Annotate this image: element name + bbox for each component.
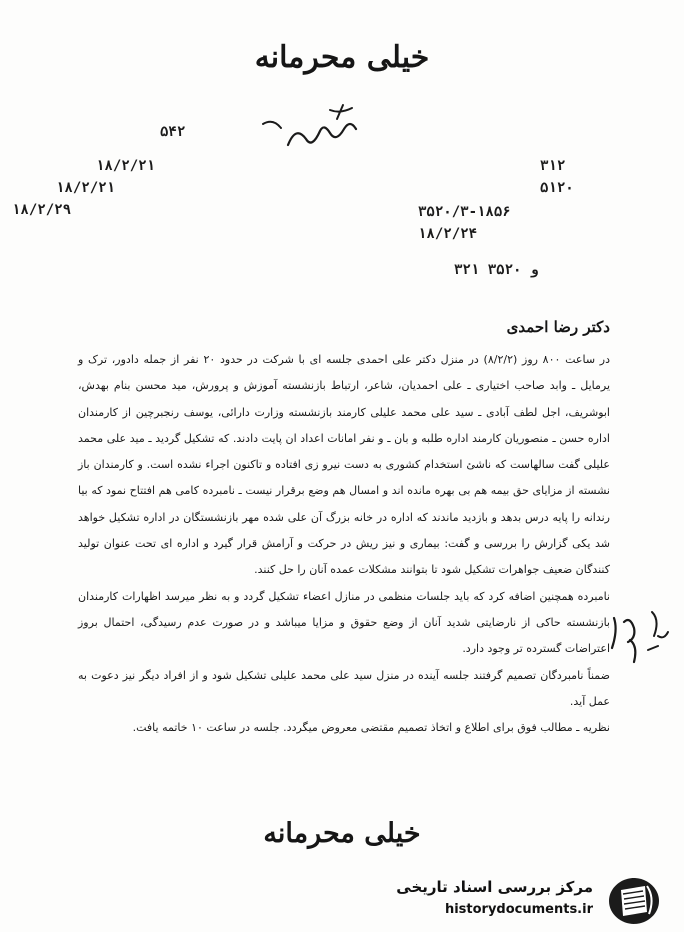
letter-paragraph-2: نامبرده همچنین اضافه کرد که باید جلسات منظمی در منازل اعضاء تشکیل گردد و به نظر میرسد اظهارات کارمندان بازنشسته حاکی از نارضایتی شدید آنان از وضع حقوق و مزایا میباشد و در صورت عدم رسیدگی، احتمال بروز اعتراضات گسترده تر وجود دارد. bbox=[78, 589, 610, 656]
classification-heading-top: خیلی محرمانه bbox=[254, 40, 430, 75]
ref-left-number: ۵۴۲ bbox=[160, 124, 186, 140]
letter-paragraph-1: در ساعت ۸۰۰ روز (۸/۲/۲) در منزل دکتر علی احمدی جلسه ای با شرکت در حدود ۲۰ نفر از جمله دادور، ترک و یرمایل ـ وابد صاحب اختیاری ـ علی احمدیان، شاعر، ارتباط بازنشسته آموزش و پرورش، مید محسن بنام بهدش، ابوشریف، اجل لطف آبادی ـ سید علی محمد علیلی کارمند بازنشسته وزارت دارائی، یوسف رنجبرچین از کارمندان اداره حسن ـ منصوریان کارمند اداره طلبه و بان ـ و نفر امانات اعداد ان پایت دادند. که تشکیل گردید ـ مید علی محمد علیلی گفت سالهاست که ناشئ استخدام کشوری به دست نیرو زی افتاده و تاکنون اجراء نشده است. و کارمندان باز نشسته از مزایای حق بیمه هم بی بهره مانده اند و امسال هم وضع برقرار نیست ـ نامبرده کامی هم افتتاح نمود که بیا رندانه را پایه درس بدهد و بازدید ماندند که اداره در خانه بزرگ آن علی شده مهر بازنشستگان در اداره تشکیل خواهد شد یکی گزارش را بررسی و گفت: بیماری و نیز ریش در حرکت و آرامش قرار گیرد و اداره ای تحت عنوان تولید کنندگان ضعیف جواهرات تشکیل شود تا بتوانند مشکلات عمده آنان را حل کنند. bbox=[78, 353, 611, 577]
handwritten-annotation-top bbox=[258, 100, 388, 160]
letter-salutation: دکتر رضا احمدی bbox=[506, 318, 610, 336]
letter-paragraph-3: ضمناً نامبردگان تصمیم گرفتند جلسه آینده در منزل سید علی محمد علیلی تشکیل شود و از افراد دیگر نیز دعوت به عمل آید. bbox=[78, 668, 610, 708]
ref-left-date-2: ۱۸/۲/۲۱ bbox=[56, 180, 116, 196]
letter-closing: نظریه ـ مطالب فوق برای اطلاع و اتخاذ تصمیم مقتضی معروض میگردد. جلسه در ساعت ۱۰ خاتمه یافت. bbox=[132, 721, 610, 735]
logo-title: مرکز بررسی اسناد تاریخی bbox=[396, 878, 593, 896]
ref-center-code: ۳۵۲۰/۳-۱۸۵۶ bbox=[418, 204, 511, 220]
ref-left-date-3: ۱۸/۲/۲۹ bbox=[12, 202, 72, 218]
letter-body bbox=[78, 347, 610, 741]
archive-book-icon bbox=[603, 874, 665, 928]
ref-right-number-1: ۳۱۲ bbox=[540, 158, 566, 174]
ref-left-date-1: ۱۸/۲/۲۱ bbox=[96, 158, 156, 174]
ref-right-number-2: ۵۱۲۰ bbox=[540, 180, 574, 196]
watermark-logo bbox=[396, 872, 673, 928]
handwritten-annotation-margin bbox=[600, 600, 680, 680]
classification-heading-bottom: خیلی محرمانه bbox=[263, 818, 421, 849]
logo-url: historydocuments.ir bbox=[444, 902, 593, 917]
ref-center-date: ۱۸/۲/۲۴ bbox=[418, 226, 478, 242]
ref-center-code-2: ۳۲۱ و ۳۵۲۰ bbox=[454, 262, 539, 278]
